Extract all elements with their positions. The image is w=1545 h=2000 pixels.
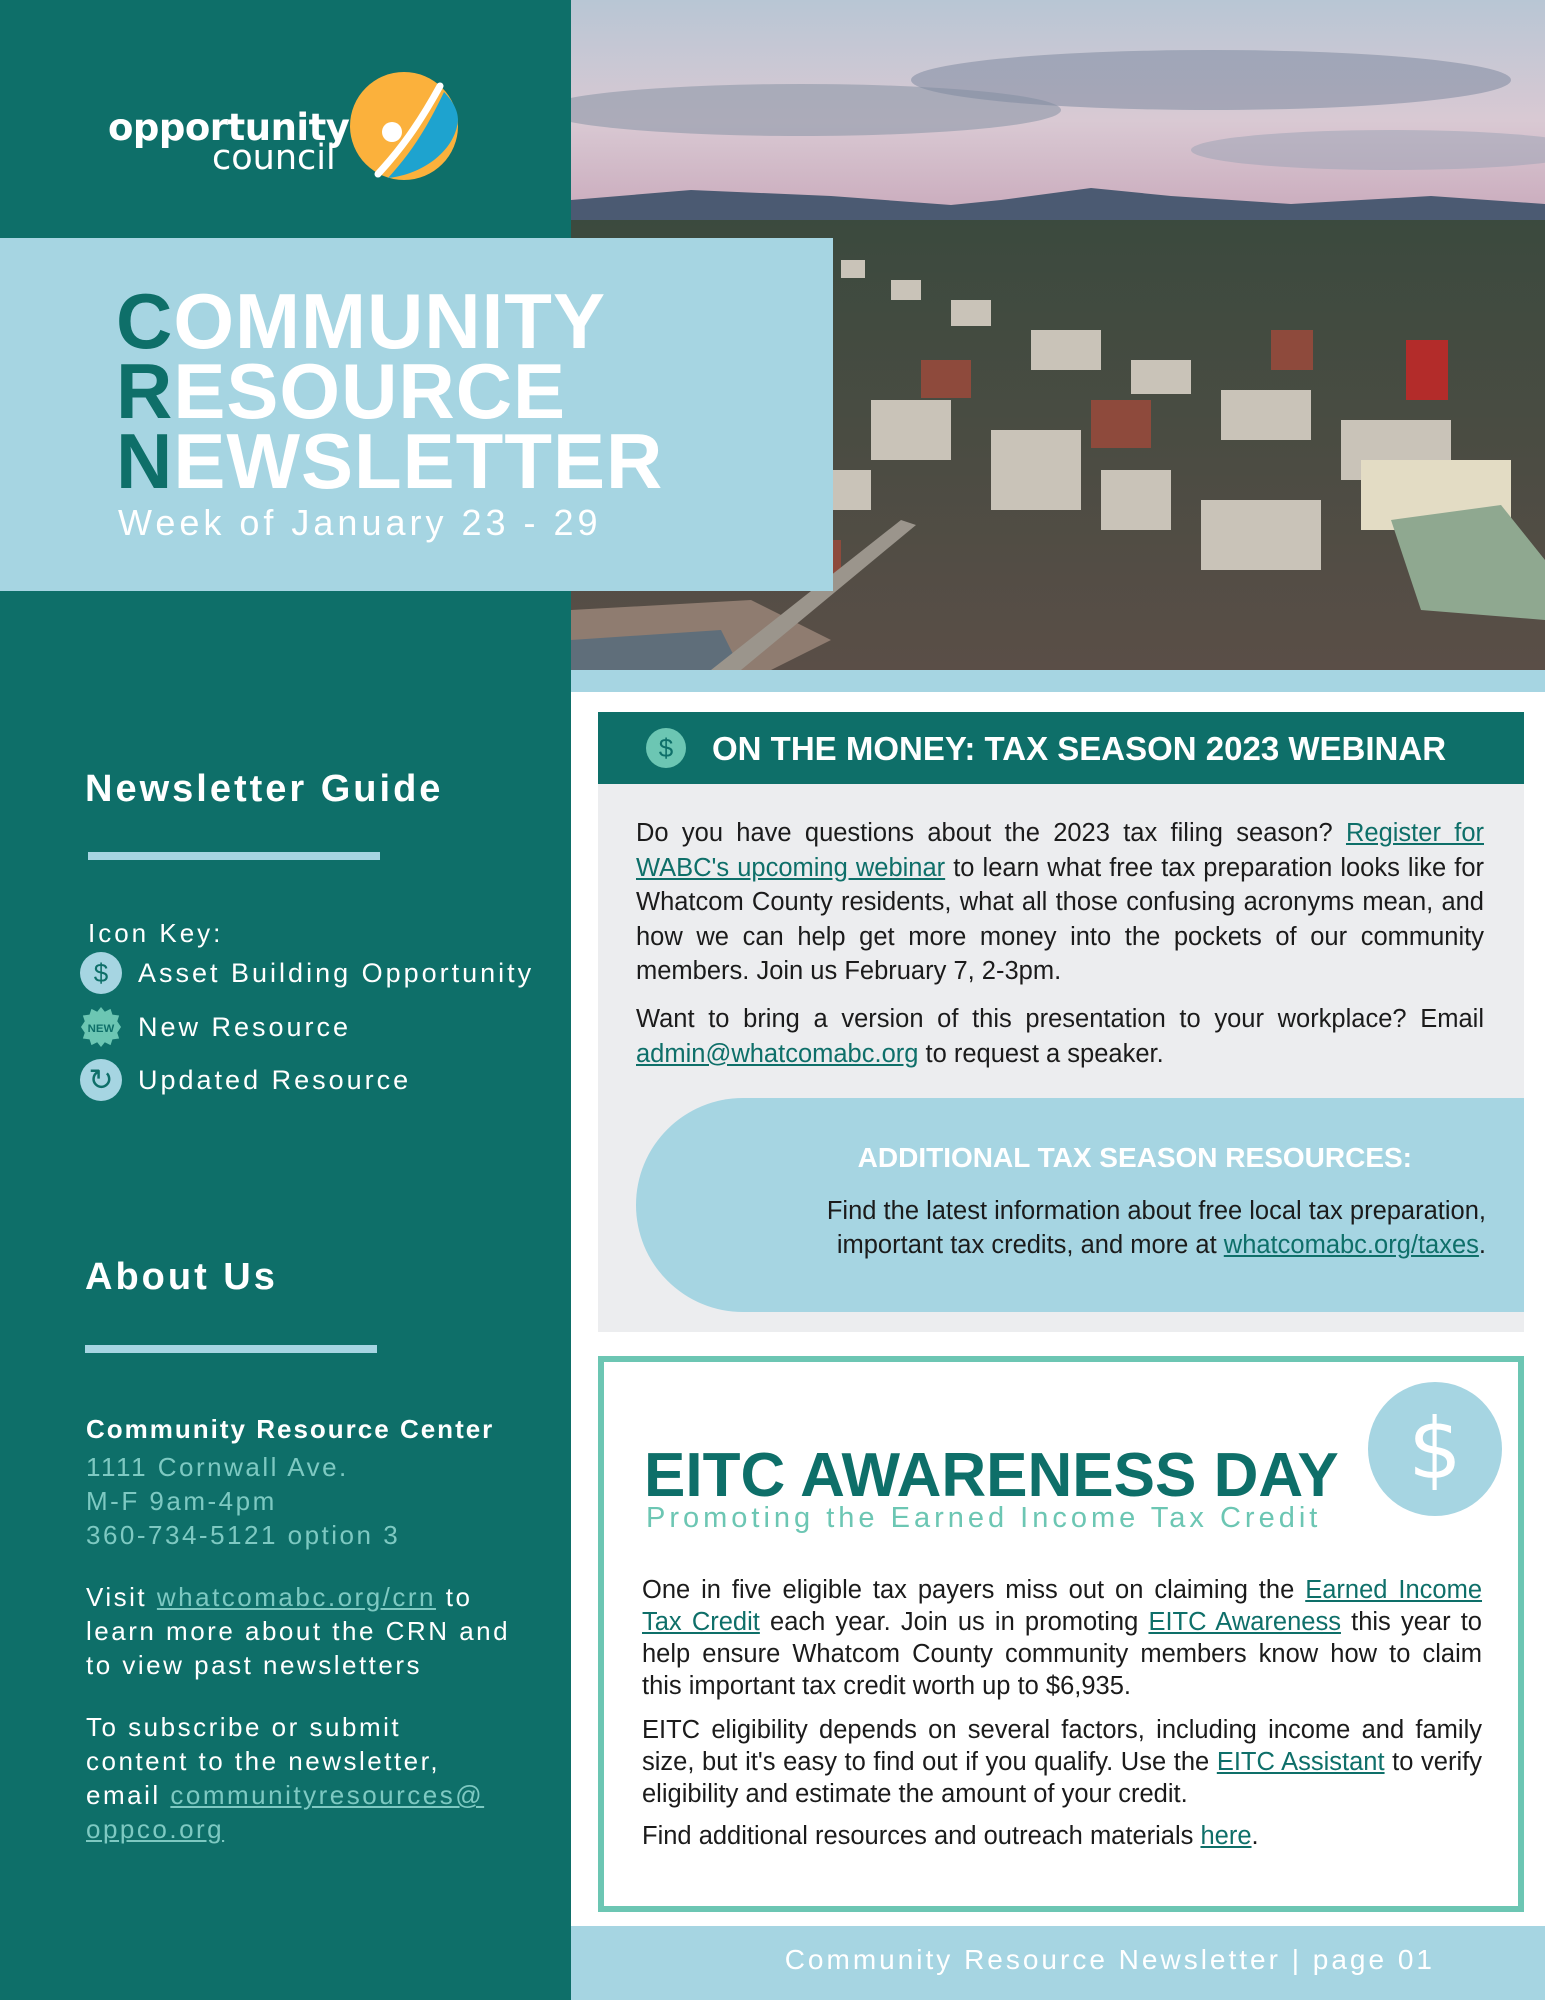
subscribe-text: To subscribe or submit content to the newsletter, email xyxy=(86,1712,441,1810)
callout-text: Find the latest information about free local tax preparation, important tax credits, and more at xyxy=(826,1197,1486,1259)
register-webinar-link[interactable]: Register for WABC's upcoming webinar xyxy=(636,819,1484,882)
visit-prefix: Visit xyxy=(86,1582,148,1612)
webinar-text-1: Do you have questions about the 2023 tax filing season? xyxy=(636,819,1333,847)
subscribe-email-link[interactable]: communityresources@ oppco.org xyxy=(86,1780,485,1844)
subscribe-paragraph xyxy=(86,1710,506,1846)
taxes-link[interactable]: whatcomabc.org/taxes xyxy=(1223,1231,1479,1259)
issue-week: Week of January 23 - 29 xyxy=(118,502,602,543)
visit-suffix: to learn more about the CRN and to view past newsletters xyxy=(86,1582,511,1680)
visit-paragraph xyxy=(86,1580,526,1682)
eitc-assistant-link[interactable]: EITC Assistant xyxy=(1216,1748,1385,1776)
tax-webinar-heading: ON THE MONEY: TAX SEASON 2023 WEBINAR xyxy=(712,730,1447,767)
icon-key-label-new: New Resource xyxy=(138,1011,352,1042)
admin-email-link[interactable]: admin@whatcomabc.org xyxy=(636,1039,919,1068)
eitc-paragraph-2 xyxy=(642,1714,1482,1810)
eitc-awareness-link[interactable]: EITC Awareness xyxy=(1148,1608,1341,1636)
logo-wordmark-top: opportunity xyxy=(108,106,350,149)
eitc-text-5: to verify eligibility and estimate the amount of your credit. xyxy=(642,1748,1482,1808)
speaker-text-1: Want to bring a version of this presentation to your workplace? Email xyxy=(636,1005,1484,1033)
speaker-text-2: to request a speaker. xyxy=(925,1039,1164,1068)
crc-name: Community Resource Center xyxy=(86,1414,495,1444)
tax-webinar-header xyxy=(598,712,1524,784)
masthead-word-community: OMMUNITY xyxy=(173,277,606,365)
logo[interactable] xyxy=(108,68,468,183)
tax-resources-text xyxy=(726,1194,1486,1262)
crn-link[interactable]: whatcomabc.org/crn xyxy=(156,1582,436,1612)
guide-divider xyxy=(88,852,380,860)
eitc-text-4: EITC eligibility depends on several factors, including income and family size, but it's easy to find out if you qualify. Use the xyxy=(642,1716,1482,1776)
eitc-text-end: . xyxy=(1251,1822,1259,1850)
eitc-subheading: Promoting the Earned Income Tax Credit xyxy=(646,1502,1322,1534)
icon-key-updated-resource xyxy=(80,1059,411,1101)
tax-webinar-paragraph-1 xyxy=(636,816,1484,989)
icon-key-label: Icon Key: xyxy=(88,918,224,948)
dollar-icon: $ xyxy=(80,952,122,994)
masthead-initial-r: R xyxy=(116,347,174,435)
outreach-materials-link[interactable]: here xyxy=(1200,1822,1252,1850)
masthead-line-newsletter xyxy=(116,417,664,505)
footer-page-label: Community Resource Newsletter | page 01 xyxy=(784,1944,1435,1975)
tax-webinar-card xyxy=(598,712,1524,1332)
tax-webinar-paragraph-2 xyxy=(636,1002,1484,1071)
crc-phone: 360-734-5121 option 3 xyxy=(86,1520,401,1550)
tax-resources-heading: ADDITIONAL TAX SEASON RESOURCES: xyxy=(857,1142,1412,1173)
eitc-text-3: this year to help ensure Whatcom County community members know how to claim this important tax credit worth up to $6,935. xyxy=(642,1608,1482,1700)
dollar-icon: $ xyxy=(1368,1382,1502,1516)
eitc-text-2: each year. Join us in promoting xyxy=(770,1608,1139,1636)
icon-key-asset-building xyxy=(80,952,534,994)
webinar-text-2: to learn what free tax preparation looks like for Whatcom County residents, what all those confusing acronyms mean, and how we can help get more money into the pockets of our community members. Join us February 7, 2-3pm. xyxy=(636,853,1484,985)
refresh-icon: ↻ xyxy=(80,1059,122,1101)
dollar-icon: $ xyxy=(646,728,686,768)
eitc-heading: EITC AWARENESS DAY xyxy=(644,1441,1339,1510)
eitc-paragraph-1 xyxy=(642,1574,1482,1702)
eitc-text-6: Find additional resources and outreach materials xyxy=(642,1822,1194,1850)
footer xyxy=(571,1926,1545,2000)
masthead-initial-c: C xyxy=(116,277,174,365)
masthead-word-resource: ESOURCE xyxy=(173,347,567,435)
eitc-text-1: One in five eligible tax payers miss out on claiming the xyxy=(642,1576,1295,1604)
newsletter-guide-heading: Newsletter Guide xyxy=(85,768,444,810)
crc-address: 1111 Cornwall Ave. xyxy=(86,1452,349,1482)
eitc-card xyxy=(598,1356,1524,1912)
icon-key-label-updated: Updated Resource xyxy=(138,1064,412,1095)
eitc-paragraph-3 xyxy=(642,1820,1482,1852)
opportunity-council-logo-icon xyxy=(348,70,460,182)
about-us-heading: About Us xyxy=(85,1256,278,1298)
masthead-word-newsletter: EWSLETTER xyxy=(173,417,664,505)
eitc-credit-link[interactable]: Earned Income Tax Credit xyxy=(642,1576,1483,1636)
svg-text:NEW: NEW xyxy=(87,1022,115,1035)
icon-key-new-resource xyxy=(80,1006,351,1048)
tax-resources-callout xyxy=(636,1098,1524,1312)
callout-end: . xyxy=(1478,1231,1486,1259)
icon-key-label-asset: Asset Building Opportunity xyxy=(138,957,535,988)
crc-hours: M-F 9am-4pm xyxy=(86,1486,277,1516)
photo-bottom-strip xyxy=(571,670,1545,692)
masthead-initial-n: N xyxy=(116,417,174,505)
about-divider xyxy=(85,1345,377,1353)
new-badge-icon xyxy=(80,1006,122,1048)
logo-wordmark-bottom: council xyxy=(212,138,336,178)
